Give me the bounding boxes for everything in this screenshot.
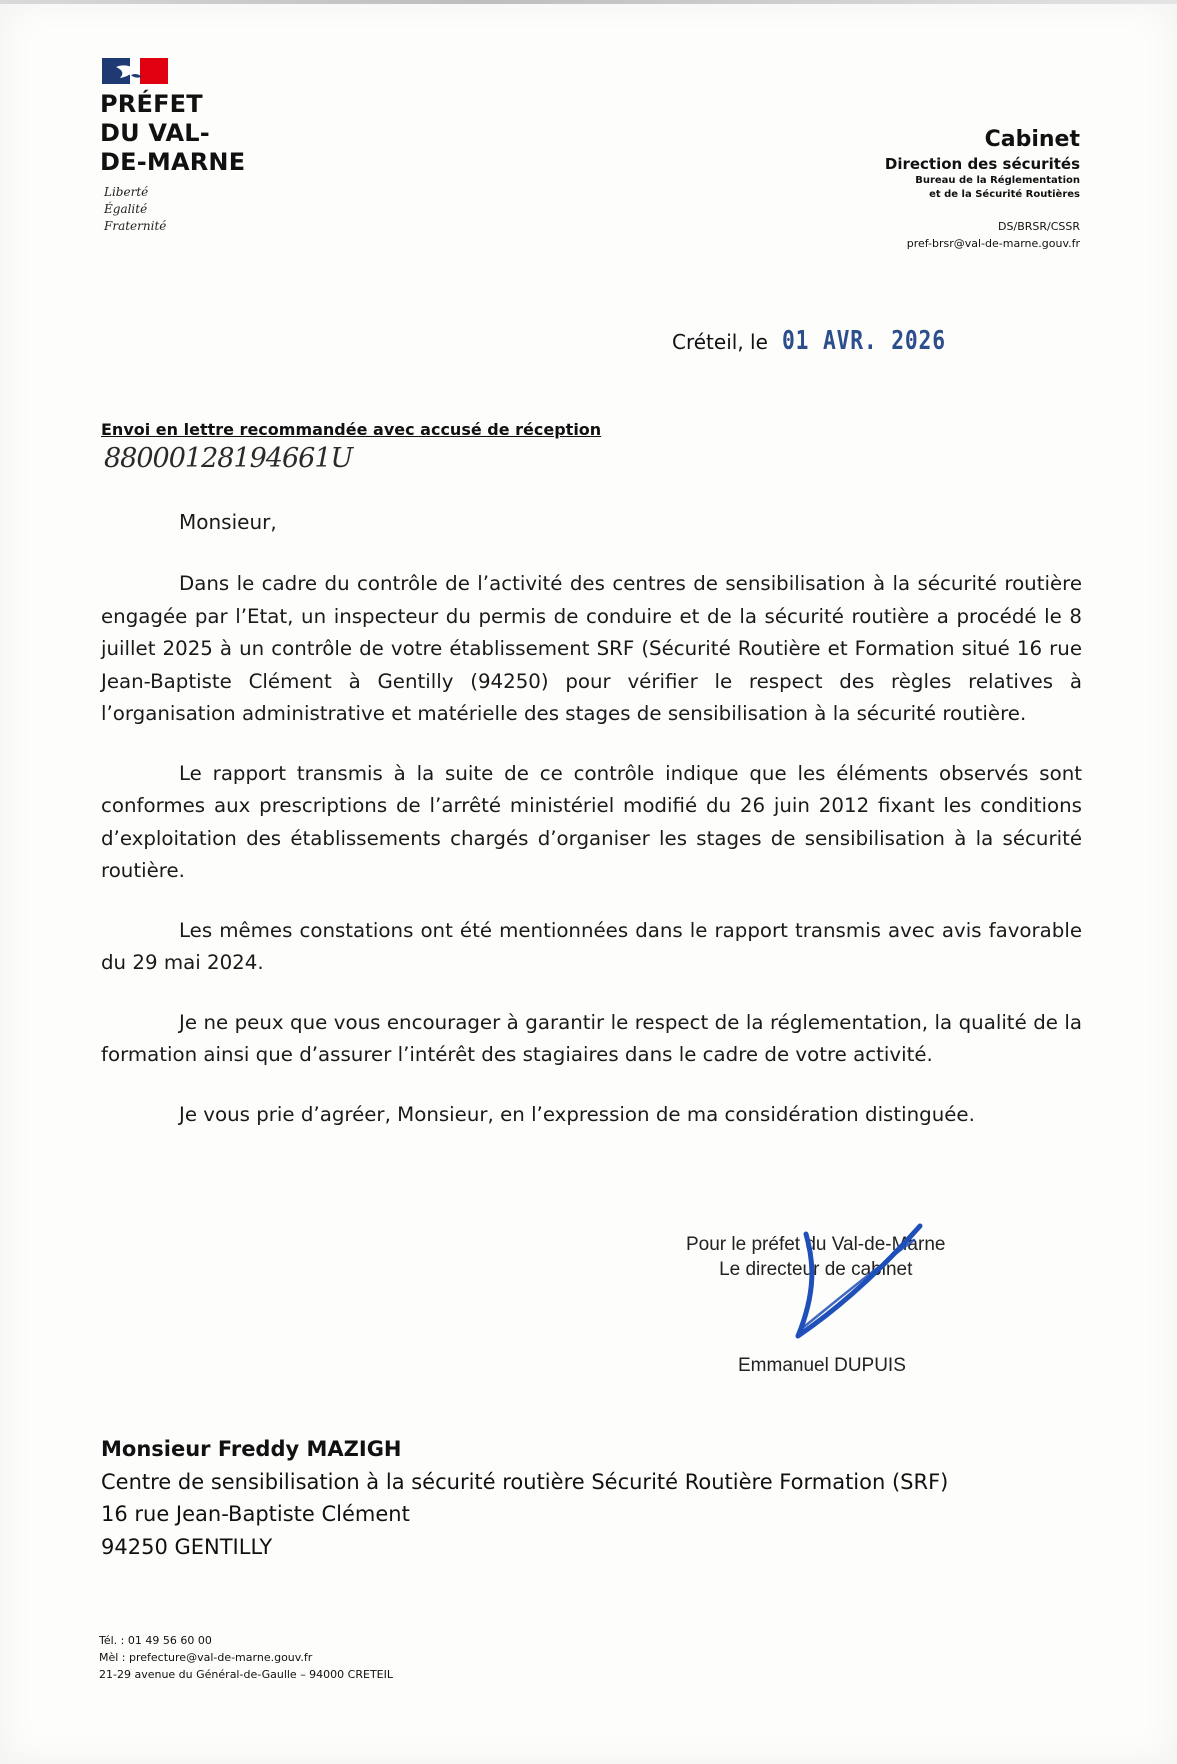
prefecture-footer	[99, 1632, 393, 1683]
page-top-edge	[0, 0, 1177, 4]
republic-motto	[104, 184, 166, 235]
signature-line-1: Pour le préfet du Val-de-Marne	[686, 1234, 946, 1255]
letter-body	[101, 568, 1082, 1158]
recipient-organisation: Centre de sensibilisation à la sécurité routière Sécurité Routière Formation (SRF)	[101, 1469, 949, 1494]
body-paragraph-3: Les mêmes constations ont été mentionnées dans le rapport transmis avec avis favorable du 29 mai 2024.	[101, 918, 1082, 974]
motto-fraternite: Fraternité	[104, 219, 167, 233]
motto-liberte: Liberté	[104, 185, 149, 199]
body-paragraph-1: Dans le cadre du contrôle de l’activité des centres de sensibilisation à la sécurité routière engagée par l’Etat, un inspecteur du permis de conduire et de la sécurité routière a procédé le 8 juillet 2025 à un contrôle de votre établissement SRF (Sécurité Routière et Formation situé 16 rue Jean-Baptiste Clément à Gentilly (94250) pour vérifier le respect des règles relatives à l’organisation administrative et matérielle des stages de sensibilisation à la sécurité routière.	[101, 572, 1082, 725]
service-direction: Direction des sécurités	[884, 155, 1080, 173]
recipient-street: 16 rue Jean-Baptiste Clément	[101, 1502, 410, 1526]
service-bureau-line-1: Bureau de la Réglementation	[915, 175, 1080, 186]
body-paragraph-2: Le rapport transmis à la suite de ce contrôle indique que les éléments observés sont conformes aux prescriptions de l’arrêté ministériel modifié du 26 juin 2012 fixant les conditions d’exploitation des établissements chargés d’organiser les stages de sensibilisation à la sécurité routière.	[101, 761, 1082, 882]
body-paragraph-4: Je ne peux que vous encourager à garantir le respect de la réglementation, la qualité de la formation ainsi que d’assurer l’intérêt des stagiaires dans le cadre de votre activité.	[101, 1010, 1082, 1066]
prefet-title	[100, 90, 245, 177]
footer-address: 21-29 avenue du Général-de-Gaulle – 94000 CRETEIL	[99, 1668, 393, 1681]
recipient-address	[101, 1433, 948, 1563]
service-header	[885, 126, 1080, 252]
motto-egalite: Égalité	[104, 202, 148, 216]
recipient-city: 94250 GENTILLY	[101, 1534, 273, 1559]
service-cabinet: Cabinet	[984, 127, 1080, 152]
service-bureau-line-2: et de la Sécurité Routières	[929, 189, 1080, 200]
body-paragraph-5: Je vous prie d’agréer, Monsieur, en l’expression de ma considération distinguée.	[179, 1102, 975, 1126]
registered-mail-label: Envoi en lettre recommandée avec accusé de réception	[101, 420, 602, 439]
prefet-line-1: PRÉFET	[100, 90, 203, 118]
tracking-number-handwritten: 88000128194661U	[104, 443, 353, 474]
handwritten-signature	[770, 1222, 930, 1340]
footer-email: Mèl : prefecture@val-de-marne.gouv.fr	[99, 1651, 313, 1664]
prefet-line-2: DU VAL-	[100, 119, 210, 147]
service-reference: DS/BRSR/CSSR	[998, 220, 1080, 233]
date-stamp: 01 AVR. 2026	[782, 326, 947, 356]
salutation: Monsieur,	[179, 510, 277, 534]
footer-phone: Tél. : 01 49 56 60 00	[99, 1634, 212, 1647]
signature-line-2: Le directeur de cabinet	[719, 1259, 913, 1280]
letter-date	[672, 326, 982, 356]
prefet-line-3: DE-MARNE	[100, 148, 246, 176]
marianne-flag-logo	[102, 58, 168, 84]
date-prefix: Créteil, le	[672, 330, 768, 354]
recipient-name: Monsieur Freddy MAZIGH	[101, 1437, 402, 1461]
signatory-name: Emmanuel DUPUIS	[738, 1355, 906, 1376]
service-email: pref-brsr@val-de-marne.gouv.fr	[906, 237, 1080, 250]
